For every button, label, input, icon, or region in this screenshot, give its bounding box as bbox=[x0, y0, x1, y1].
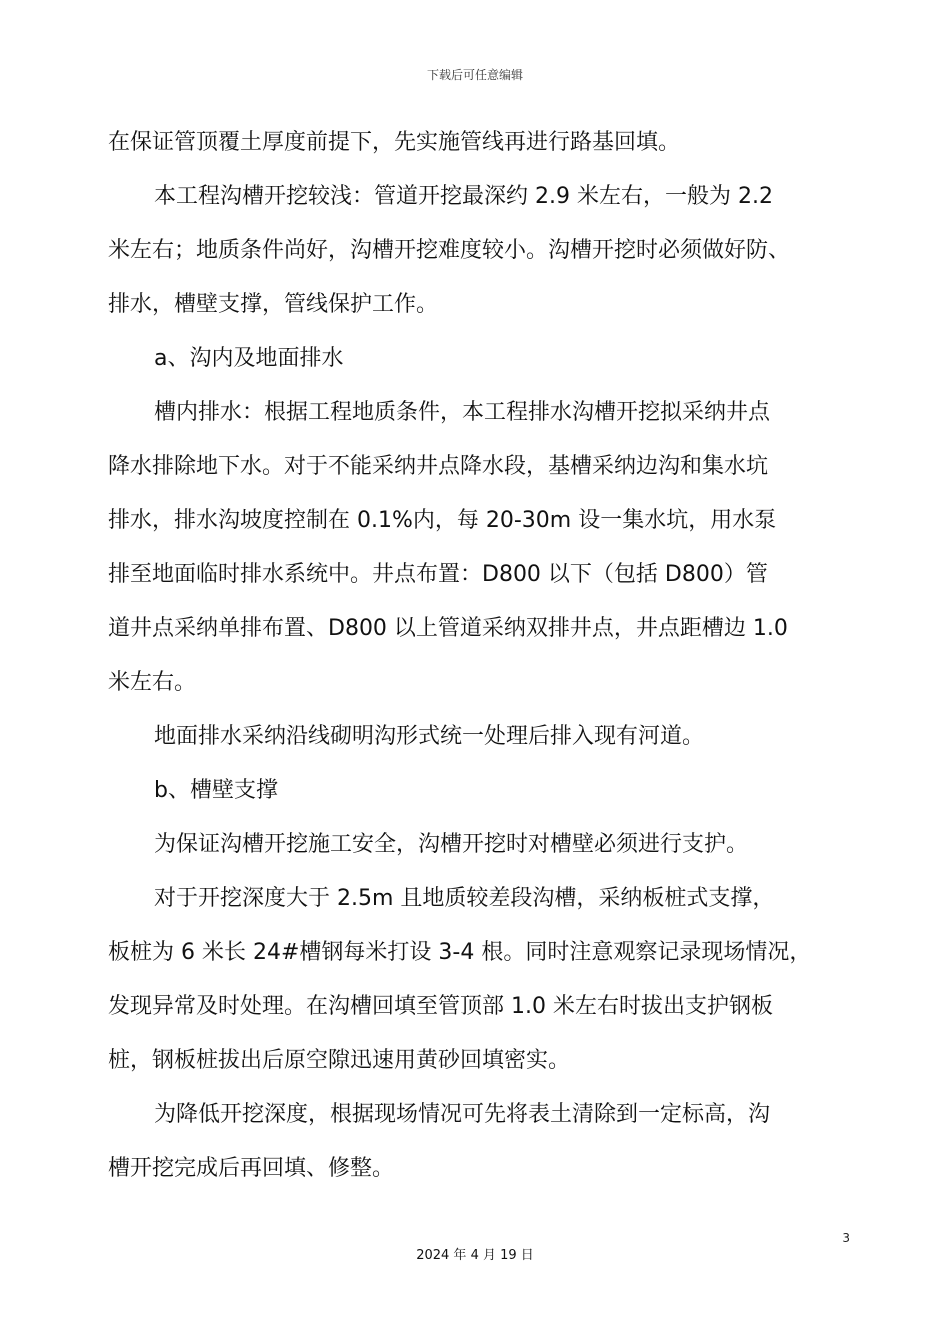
text-line: 排至地面临时排水系统中。井点布置：D800 以下（包括 D800）管 bbox=[108, 562, 768, 587]
page-footer-date: 2024 年 4 月 19 日 bbox=[416, 1248, 534, 1263]
text-line: 为保证沟槽开挖施工安全，沟槽开挖时对槽壁必须进行支护。 bbox=[154, 832, 749, 857]
text-line: 为降低开挖深度，根据现场情况可先将表土清除到一定标高，沟 bbox=[154, 1102, 771, 1127]
text-line: 米左右。 bbox=[108, 670, 197, 695]
document-body bbox=[108, 116, 820, 1196]
text-line: 发现异常及时处理。在沟槽回填至管顶部 1.0 米左右时拔出支护钢板 bbox=[108, 994, 773, 1019]
text-line: 在保证管顶覆土厚度前提下，先实施管线再进行路基回填。 bbox=[108, 130, 681, 155]
section-heading: b、槽壁支撑 bbox=[154, 778, 278, 803]
text-line: 对于开挖深度大于 2.5m 且地质较差段沟槽，采纳板桩式支撑， bbox=[154, 886, 775, 911]
text-line: 本工程沟槽开挖较浅：管道开挖最深约 2.9 米左右，一般为 2.2 bbox=[154, 184, 773, 209]
text-line: 桩，钢板桩拔出后原空隙迅速用黄砂回填密实。 bbox=[108, 1048, 571, 1073]
page-number: 3 bbox=[842, 1231, 850, 1245]
text-line: 槽内排水：根据工程地质条件，本工程排水沟槽开挖拟采纳井点 bbox=[154, 400, 771, 425]
text-line: 道井点采纳单排布置、D800 以上管道采纳双排井点，井点距槽边 1.0 bbox=[108, 616, 788, 641]
text-line: 槽开挖完成后再回填、修整。 bbox=[108, 1156, 395, 1181]
text-line: 米左右；地质条件尚好，沟槽开挖难度较小。沟槽开挖时必须做好防、 bbox=[108, 238, 791, 263]
text-line: 排水，排水沟坡度控制在 0.1%内，每 20-30m 设一集水坑，用水泵 bbox=[108, 508, 777, 533]
text-line: 板桩为 6 米长 24#槽钢每米打设 3-4 根。同时注意观察记录现场情况， bbox=[108, 940, 812, 965]
page-header: 下载后可任意编辑 bbox=[426, 68, 523, 82]
text-line: 降水排除地下水。对于不能采纳井点降水段，基槽采纳边沟和集水坑 bbox=[108, 454, 769, 479]
text-line: 排水，槽壁支撑，管线保护工作。 bbox=[108, 292, 439, 317]
text-line: 地面排水采纳沿线砌明沟形式统一处理后排入现有河道。 bbox=[154, 724, 705, 749]
section-heading: a、沟内及地面排水 bbox=[154, 346, 344, 371]
